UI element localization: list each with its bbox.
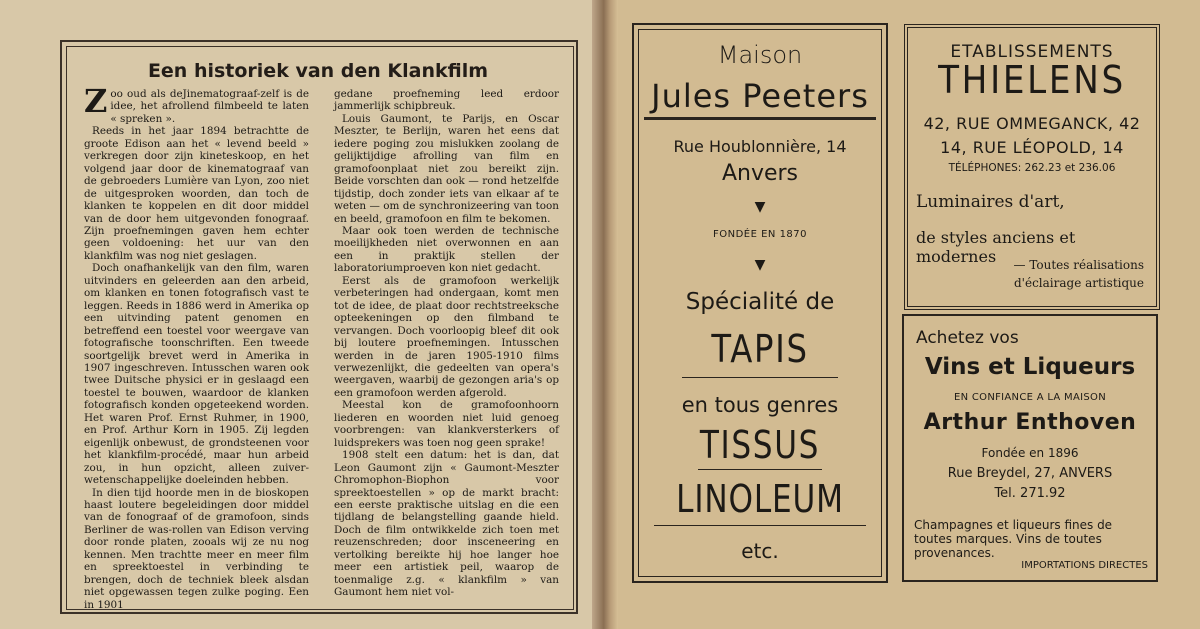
thielens-etablissements: ETABLISSEMENTS (950, 42, 1114, 62)
peeters-founded: FONDÉE EN 1870 (712, 229, 808, 240)
thielens-name: THIELENS (938, 58, 1126, 102)
peeters-mark-1: ▼ (754, 199, 766, 215)
paragraph: Reeds in het jaar 1894 betrachtte de groote Edison aan het « levend beeld » verkregen door zijn kineteskoop, en het volgend jaar door de kinematograaf van de gebroeders Lumière van Lyon, zoo niet de uitgesproken woorden, dan toch de klanken te koppelen en dit door middel van de door hem uitgevonden fonograaf. Zijn proefnemingen gaven hem echter geen voldoening: het uur van den klankfilm was nog niet geslagen. (84, 125, 309, 262)
paragraph: Eerst als de gramofoon werkelijk verbeteringen had ondergaan, komt men tot de idee, de plaat door rechtstreeksche opteekeningen op den filmband te vervangen. Doch voorloopig bleef dit ook bij loutere proefnemingen. Intusschen werden in de jaren 1905-1910 films verwezenlijkt, die gedeelten van opera's weergaven, waarbij de gezongen aria's op een gramofoon werden afgerold. (334, 274, 559, 399)
paragraph: Maar ook toen werden de technische moeilijkheden niet overwonnen en aan een in praktijk stellen der laboratoriumproeven kon niet gedacht. (334, 224, 559, 275)
book-spine (592, 0, 618, 629)
article-title: Een historiek van den Klankfilm (147, 60, 489, 82)
enthoven-importations: IMPORTATIONS DIRECTES (1021, 560, 1148, 571)
enthoven-achetez: Achetez vos (916, 328, 1019, 348)
article-column-right (334, 88, 559, 598)
peeters-specialite: Spécialité de (685, 289, 835, 315)
thielens-address-2: 14, RUE LÉOPOLD, 14 (940, 138, 1124, 157)
paragraph: oo oud als deJinematograaf-zelf is de idee, het afrollend filmbeeld te laten « spreken ». (110, 88, 309, 125)
peeters-city: Anvers (721, 161, 799, 186)
enthoven-champagnes-2: toutes marques. Vins de toutes (914, 532, 1102, 546)
drop-cap: Z (84, 82, 108, 120)
thielens-telephones: TÉLÉPHONES: 262.23 et 236.06 (948, 162, 1116, 174)
paragraph: 1908 stelt een datum: het is dan, dat Leon Gaumont zijn « Gaumont-Meszter Chromophon-Biophon voor spreektoestellen » op de markt bracht: een eerste praktische uitslag en die een tijdlang de belangstelling gaande hield. Doch de film ontwikkelde zich toen met reuzenschreden; door insceneering en vertolking bereikte hij hoe langer hoe meer een artistiek peil, waarop de toenmalige z.g. « klankfilm » van Gaumont hem niet vol- (334, 449, 559, 599)
paragraph: Doch onafhankelijk van den film, waren uitvinders en geleerden aan den arbeid, om klanken en tonen fotografisch vast te leggen. Reeds in 1886 werd in Amerika op een uitvinding patent genomen en betreffend een toestel voor weergave van fotografische toonschriften. Een tweede soortgelijk brevet werd in Amerika in 1907 ingeschreven. Intusschen waren ook twee Duitsche physici er in geslaagd een toestel te bouwen, waardoor de klanken fotografisch konden opgeteekend worden. Het waren Prof. Ernst Ruhmer, in 1900, en Prof. Arthur Korn in 1905. Zij legden eigenlijk onbewust, de grondsteenen voor het klankfilm-procédé, maar hun arbeid zou, in hun opzicht, alleen zuiver-wetenschappelijke doeleinden hebben. (84, 262, 309, 487)
enthoven-address: Rue Breydel, 27, ANVERS (947, 466, 1113, 481)
paragraph: gedane proefneming leed erdoor jammerlijk schipbreuk. (334, 88, 559, 113)
peeters-maison: Maison (717, 41, 803, 69)
peeters-street: Rue Houblonnière, 14 (673, 137, 847, 156)
enthoven-name: Arthur Enthoven (923, 410, 1137, 435)
enthoven-champagnes-3: provenances. (914, 546, 995, 560)
thielens-realisations-1: — Toutes réalisations (1013, 258, 1144, 272)
peeters-mark-2: ▼ (754, 257, 766, 273)
peeters-tissus: TISSUS (699, 423, 821, 467)
paragraph: In dien tijd hoorde men in de bioskopen haast loutere begeleidingen door middel van de fonograaf of de gramofoon, sinds Berliner de was-rollen van Edison verving door ronde platen, zooals wij ze nu nog kennen. Men trachtte meer en meer film en spreektoestel in verbinding te brengen, doch de techniek bleek alsdan niet opgewassen tegen zulke poging. Een in 1901 (84, 486, 309, 611)
enthoven-champagnes-1: Champagnes et liqueurs fines de (914, 518, 1113, 532)
enthoven-confiance: EN CONFIANCE A LA MAISON (954, 392, 1106, 403)
advert-enthoven (902, 314, 1158, 582)
advert-thielens (904, 24, 1160, 310)
paragraph: Louis Gaumont, te Parijs, en Oscar Meszter, te Berlijn, waren het eens dat iedere poging zou mislukken zoolang de gelijktijdige afrolling van film en gramofoonplaat niet zou bereikt zijn. Beide vorschten dan ook — rond hetzelfde tijdstip, doch zonder iets van elkaar af te weten — om de synchronizeering van toon en beeld, gramofoon en film te bekomen. (334, 112, 559, 225)
peeters-name: Jules Peeters (651, 77, 869, 115)
enthoven-telephone: Tel. 271.92 (994, 486, 1066, 501)
peeters-genres: en tous genres (681, 393, 839, 417)
peeters-etc: etc. (741, 539, 779, 563)
enthoven-vins: Vins et Liqueurs (924, 354, 1136, 380)
enthoven-fondee: Fondée en 1896 (981, 446, 1079, 460)
peeters-rule-2 (682, 377, 838, 378)
peeters-rule-3 (698, 469, 822, 470)
peeters-rule-4 (654, 525, 866, 526)
peeters-tapis: TAPIS (711, 327, 809, 371)
thielens-luminaires: Luminaires d'art, (916, 192, 1065, 212)
thielens-address-1: 42, RUE OMMEGANCK, 42 (923, 114, 1141, 133)
thielens-realisations-2: d'éclairage artistique (1013, 276, 1144, 290)
article-column-left (84, 82, 309, 611)
advert-peeters (632, 23, 888, 583)
thielens-styles: de styles anciens et modernes (916, 228, 1076, 266)
peeters-linoleum: LINOLEUM (676, 477, 844, 521)
paragraph: Meestal kon de gramofoonhoorn liederen en woorden niet luid genoeg voorbrengen: van klankversterkers of luidsprekers was toen nog geen sprake! (334, 399, 559, 449)
peeters-rule-1 (644, 117, 876, 120)
